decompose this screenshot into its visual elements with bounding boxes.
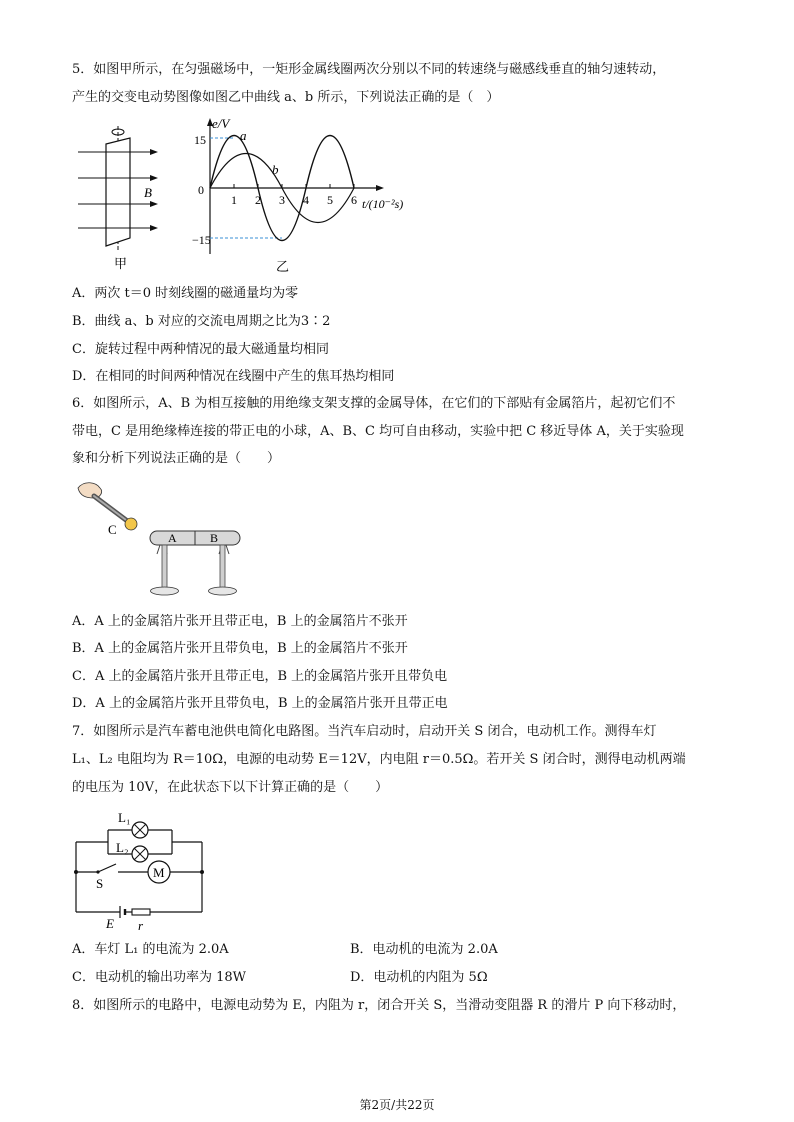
q7-option-d: D．电动机的内阻为 5Ω [350,970,488,985]
x-tick-3: 3 [279,193,285,207]
label-c: C [108,522,117,537]
x-tick-2: 2 [255,193,261,207]
x-tick-1: 1 [231,193,237,207]
q7-stem-line3: 的电压为 10V，在此状态下以下计算正确的是（ ） [72,780,389,795]
q6-stem-line3: 象和分析下列说法正确的是（ ） [72,451,281,466]
q6-option-d: D．A 上的金属箔片张开且带负电，B 上的金属箔片张开且带正电 [72,696,448,711]
q7-stem-line1: 7．如图所示是汽车蓄电池供电简化电路图。当汽车启动时，启动开关 S 闭合，电动机工作。测得车灯 [72,724,657,739]
label-a: A [168,531,177,545]
label-s: S [96,876,104,891]
q5-option-b: B．曲线 a、b 对应的交流电周期之比为3∶2 [72,314,331,329]
q5-figure-yi [188,114,418,278]
x-axis-label: t/(10⁻²s) [362,197,404,211]
internal-resistor [132,909,150,915]
x-tick-5: 5 [327,193,333,207]
q5-stem-line2: 产生的交变电动势图像如图乙中曲线 a、b 所示，下列说法正确的是（ ） [72,90,500,105]
q7-option-b: B．电动机的电流为 2.0A [350,942,498,957]
x-tick-4: 4 [303,193,309,207]
motor-label: M [153,865,165,880]
q5-option-d: D．在相同的时间两种情况在线圈中产生的焦耳热均相同 [72,369,395,384]
hand-icon [78,483,102,498]
label-l1: L₁ [118,810,131,825]
q6-stem-line1: 6．如图所示，A、B 为相互接触的用绝缘支架支撑的金属导体，在它们的下部贴有金属箔片，起初它们不 [72,396,676,411]
q5-caption-yi: 乙 [276,259,290,274]
q5-field-label: B [144,185,152,200]
page-number: 第2页/共22页 [359,1098,435,1112]
charged-ball [125,518,137,530]
lamp-l2 [132,846,148,862]
q6-stem-line2: 带电，C 是用绝缘棒连接的带正电的小球，A、B、C 均可自由移动，实验中把 C 移近导体 A，关于实验现 [72,424,684,439]
label-b: B [210,531,219,545]
curve-b-label: b [272,162,279,177]
y-axis-label: e/V [212,116,230,131]
q5-figure-jia [68,120,168,275]
label-l2: L₂ [116,840,129,855]
origin-label: 0 [198,183,204,197]
q7-option-a: A．车灯 L₁ 的电流为 2.0A [72,942,229,957]
q6-option-b: B．A 上的金属箔片张开且带负电，B 上的金属箔片不张开 [72,641,408,656]
x-tick-6: 6 [351,193,357,207]
y-tick-top: 15 [194,133,206,147]
curve-a-label: a [240,128,247,143]
q6-figure [70,474,250,606]
q7-option-c: C．电动机的输出功率为 18W [72,970,246,985]
q5-option-c: C．旋转过程中两种情况的最大磁通量均相同 [72,342,329,357]
lamp-l1 [132,822,148,838]
label-e: E [106,916,114,931]
q7-circuit-figure [68,806,218,934]
q6-option-c: C．A 上的金属箔片张开且带正电，B 上的金属箔片张开且带负电 [72,669,448,684]
q5-option-a: A．两次 t＝0 时刻线圈的磁通量均为零 [72,286,299,301]
y-tick-bottom: −15 [192,233,211,247]
q5-stem-line1: 5．如图甲所示，在匀强磁场中，一矩形金属线圈两次分别以不同的转速绕与磁感线垂直的轴匀速转动， [72,62,666,77]
label-r: r [138,918,144,933]
q6-option-a: A．A 上的金属箔片张开且带正电，B 上的金属箔片不张开 [72,614,408,629]
q7-stem-line2: L₁、L₂ 电阻均为 R＝10Ω，电源的电动势 E＝12V，内电阻 r＝0.5Ω。若开关 S 闭合时，测得电动机两端 [72,752,686,767]
q8-stem-line1: 8．如图所示的电路中，电源电动势为 E，内阻为 r，闭合开关 S，当滑动变阻器 R 的滑片 P 向下移动时， [72,998,686,1013]
q5-caption-jia: 甲 [114,256,128,271]
